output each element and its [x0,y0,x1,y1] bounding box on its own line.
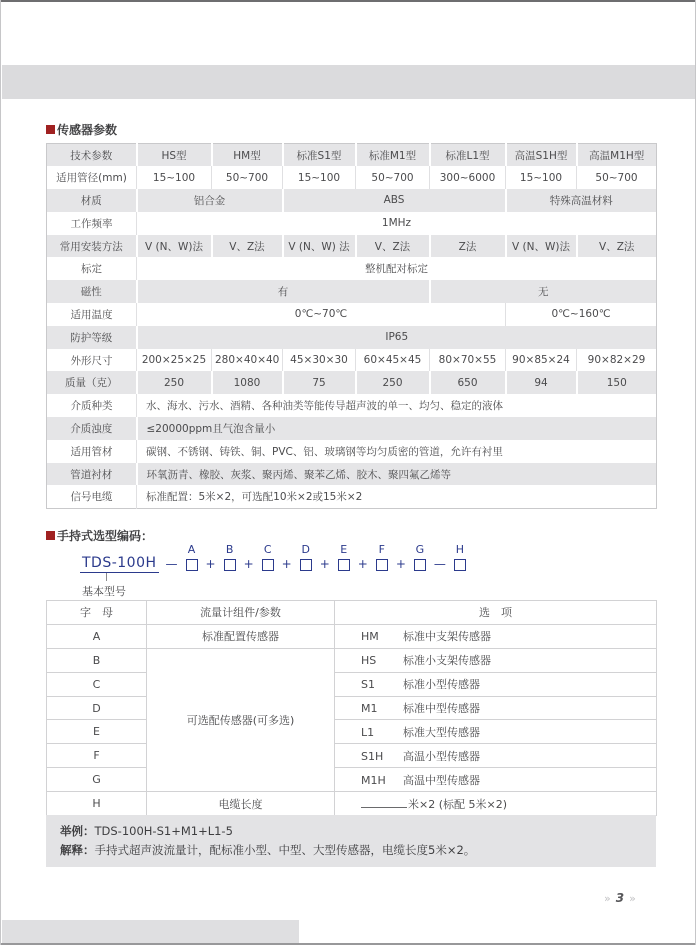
row-label: 标定 [47,257,137,280]
example-box [46,815,656,867]
page-footer [599,891,641,905]
letter-cell: B [47,648,147,672]
code-box-icon [338,559,350,571]
option-desc: 标准小型传感器 [403,678,480,692]
option-code: S1H [361,749,384,763]
header-cell: HM型 [212,144,283,167]
example-label: 举例： [60,824,95,838]
code-box-icon [454,559,466,571]
slot-letter: B [225,543,234,556]
cell: 有 [137,280,430,303]
cell: 80×70×55 [430,349,506,372]
cell: V、Z法 [356,235,430,258]
code-slot-d [299,543,313,571]
cell: ABS [283,189,506,212]
table-row-h [47,792,657,816]
table-row-signal-cable [47,485,657,508]
section-bullet-icon [46,531,55,540]
option-cell [335,768,657,792]
code-separator: + [395,557,406,571]
table-row-pipe-diameter [47,166,657,189]
cell: 1MHz [137,212,657,235]
header-cell: HS型 [137,144,212,167]
table-row-a [47,624,657,648]
row-label: 质量（克） [47,371,137,394]
cell: 50~700 [212,166,283,189]
page-number: 3 [615,891,625,905]
slot-letter: E [340,543,348,556]
sensor-parameter-table [46,143,657,509]
explanation-label: 解释： [60,843,95,857]
table-row-weight [47,371,657,394]
base-model-code: TDS-100H [82,555,157,571]
cell: 15~100 [283,166,356,189]
code-separator: + [281,557,292,571]
cell: 0℃~70℃ [137,303,506,326]
example-code: TDS-100H-S1+M1+L1-5 [94,824,233,838]
table-row-temperature [47,303,657,326]
cell: 94 [506,371,577,394]
table-row-applicable-pipe [47,440,657,463]
option-code: L1 [361,725,375,739]
table-row-dimensions [47,349,657,372]
cell: 15~100 [137,166,212,189]
cell: 整机配对标定 [137,257,657,280]
chevron-icon: » [629,891,636,905]
code-box-icon [186,559,198,571]
table-row-f [47,744,657,768]
row-label: 介质浊度 [47,417,137,440]
slot-letter: C [263,543,272,556]
cell: ≤20000ppm且气泡含量小 [137,417,657,440]
cell: 水、海水、污水、酒精、各种油类等能传导超声波的单一、均匀、稳定的液体 [137,394,657,417]
cell: 90×85×24 [506,349,577,372]
cell: 环氧沥青、橡胶、灰浆、聚丙烯、聚苯乙烯、胶木、聚四氟乙烯等 [137,463,657,486]
header-band [2,65,696,99]
section-title-sensor-params [46,121,117,138]
cell: 200×25×25 [137,349,212,372]
cell: V (N、W)法 [506,235,577,258]
explanation-text: 手持式超声波流量计，配标准小型、中型、大型传感器，电缆长度5米×2。 [94,843,476,857]
header-cell: 高温S1H型 [506,144,577,167]
section-bullet-icon [46,125,55,134]
row-label: 适用管径(mm) [47,166,137,189]
option-suffix: 米×2 (标配 5米×2) [408,797,508,811]
code-slot-h [453,543,467,571]
slot-letter: D [301,543,310,556]
table-header-row [47,601,657,625]
letter-cell: H [47,792,147,816]
base-model-wrap [80,552,159,598]
cell: 铝合金 [137,189,283,212]
option-cell [335,672,657,696]
table-row-magnetism [47,280,657,303]
table-row-calibration [47,257,657,280]
letter-cell: C [47,672,147,696]
selection-options-table [46,600,657,816]
code-box-icon [262,559,274,571]
cell: 150 [577,371,657,394]
component-cell: 电缆长度 [147,792,335,816]
option-cell [335,744,657,768]
cell: 250 [137,371,212,394]
table-row-material [47,189,657,212]
letter-cell: F [47,744,147,768]
header-cell: 高温M1H型 [577,144,657,167]
letter-cell: E [47,720,147,744]
cell: 特殊高温材料 [506,189,657,212]
row-label: 外形尺寸 [47,349,137,372]
header-cell: 选 项 [335,601,657,625]
cell: V (N、W)法 [137,235,212,258]
cell: 0℃~160℃ [506,303,657,326]
option-code: HS [361,654,377,668]
slot-letter: A [187,543,196,556]
option-code: M1H [361,773,386,787]
cell: 45×30×30 [283,349,356,372]
row-label: 介质种类 [47,394,137,417]
table-row-install-method [47,235,657,258]
option-desc: 标准小支架传感器 [403,654,491,668]
code-slot-b [223,543,237,571]
top-rule [1,0,696,2]
row-label: 工作频率 [47,212,137,235]
option-desc: 高温中型传感器 [403,773,480,787]
table-row-d [47,696,657,720]
base-model-caption: 基本型号 [82,585,126,598]
row-label: 防护等级 [47,326,137,349]
cell: 75 [283,371,356,394]
cell: 标准配置：5米×2，可选配10米×2或15米×2 [137,485,657,508]
header-cell: 标准L1型 [430,144,506,167]
table-row-c [47,672,657,696]
row-label: 适用温度 [47,303,137,326]
row-label: 磁性 [47,280,137,303]
code-separator: + [243,557,254,571]
cell: 15~100 [506,166,577,189]
code-slot-a [185,543,199,571]
cell: 60×45×45 [356,349,430,372]
letter-cell: A [47,624,147,648]
slot-letter: F [378,543,385,556]
code-separator: + [319,557,330,571]
blank-underline [361,797,407,808]
cell: 50~700 [577,166,657,189]
option-cell [335,624,657,648]
code-box-icon [414,559,426,571]
cell: 280×40×40 [212,349,283,372]
slot-letter: G [415,543,425,556]
code-box-icon [376,559,388,571]
code-separator: + [357,557,368,571]
caption-connector-line [106,573,107,581]
section-title-text: 传感器参数 [57,123,118,137]
cell: V、Z法 [577,235,657,258]
explanation-line [60,841,642,860]
table-row-frequency [47,212,657,235]
cell: 250 [356,371,430,394]
table-header-row [47,144,657,167]
header-cell: 标准S1型 [283,144,356,167]
header-cell: 流量计组件/参数 [147,601,335,625]
chevron-icon: » [604,891,611,905]
code-separator: — [165,557,178,571]
code-separator: + [205,557,216,571]
row-label: 管道衬材 [47,463,137,486]
component-cell-merged: 可选配传感器(可多选) [147,648,335,791]
row-label: 常用安装方法 [47,235,137,258]
cell: 90×82×29 [577,349,657,372]
option-desc: 标准大型传感器 [403,725,480,739]
cell: V (N、W) 法 [283,235,356,258]
option-cell [335,792,657,816]
cell: 650 [430,371,506,394]
cell: 无 [430,280,657,303]
cell: 300~6000 [430,166,506,189]
option-cell [335,648,657,672]
component-cell: 标准配置传感器 [147,624,335,648]
row-label: 信号电缆 [47,485,137,508]
letter-cell: D [47,696,147,720]
cell: 1080 [212,371,283,394]
table-row-e [47,720,657,744]
header-cell: 技术参数 [47,144,137,167]
cell: Z法 [430,235,506,258]
model-coding-diagram [46,543,656,598]
table-row-g [47,768,657,792]
table-row-protection-class [47,326,657,349]
code-slot-f [375,543,389,571]
letter-cell: G [47,768,147,792]
slot-letter: H [455,543,465,556]
row-label: 材质 [47,189,137,212]
section-title-handheld-coding [46,527,153,544]
option-cell [335,696,657,720]
header-cell: 字 母 [47,601,147,625]
code-box-icon [224,559,236,571]
cell: 50~700 [356,166,430,189]
option-code: M1 [361,702,378,715]
bottom-band [2,920,299,945]
option-code: HM [361,630,379,644]
option-cell [335,720,657,744]
table-row-medium-type [47,394,657,417]
section-title-text: 手持式选型编码： [57,529,154,543]
code-slot-g [413,543,427,571]
cell: 碳钢、不锈钢、铸铁、铜、PVC、铝、玻璃钢等均匀质密的管道，允许有衬里 [137,440,657,463]
option-desc: 标准中支架传感器 [403,630,491,644]
code-box-icon [300,559,312,571]
table-row-b [47,648,657,672]
row-label: 适用管材 [47,440,137,463]
cell: IP65 [137,326,657,349]
option-code: S1 [361,678,375,692]
table-row-medium-turbidity [47,417,657,440]
table-row-pipe-lining [47,463,657,486]
option-desc: 标准中型传感器 [403,702,480,715]
cell: V、Z法 [212,235,283,258]
code-slot-e [337,543,351,571]
option-desc: 高温小型传感器 [403,749,480,763]
example-line [60,822,642,841]
code-separator: — [433,557,446,571]
header-cell: 标准M1型 [356,144,430,167]
code-slot-c [261,543,275,571]
